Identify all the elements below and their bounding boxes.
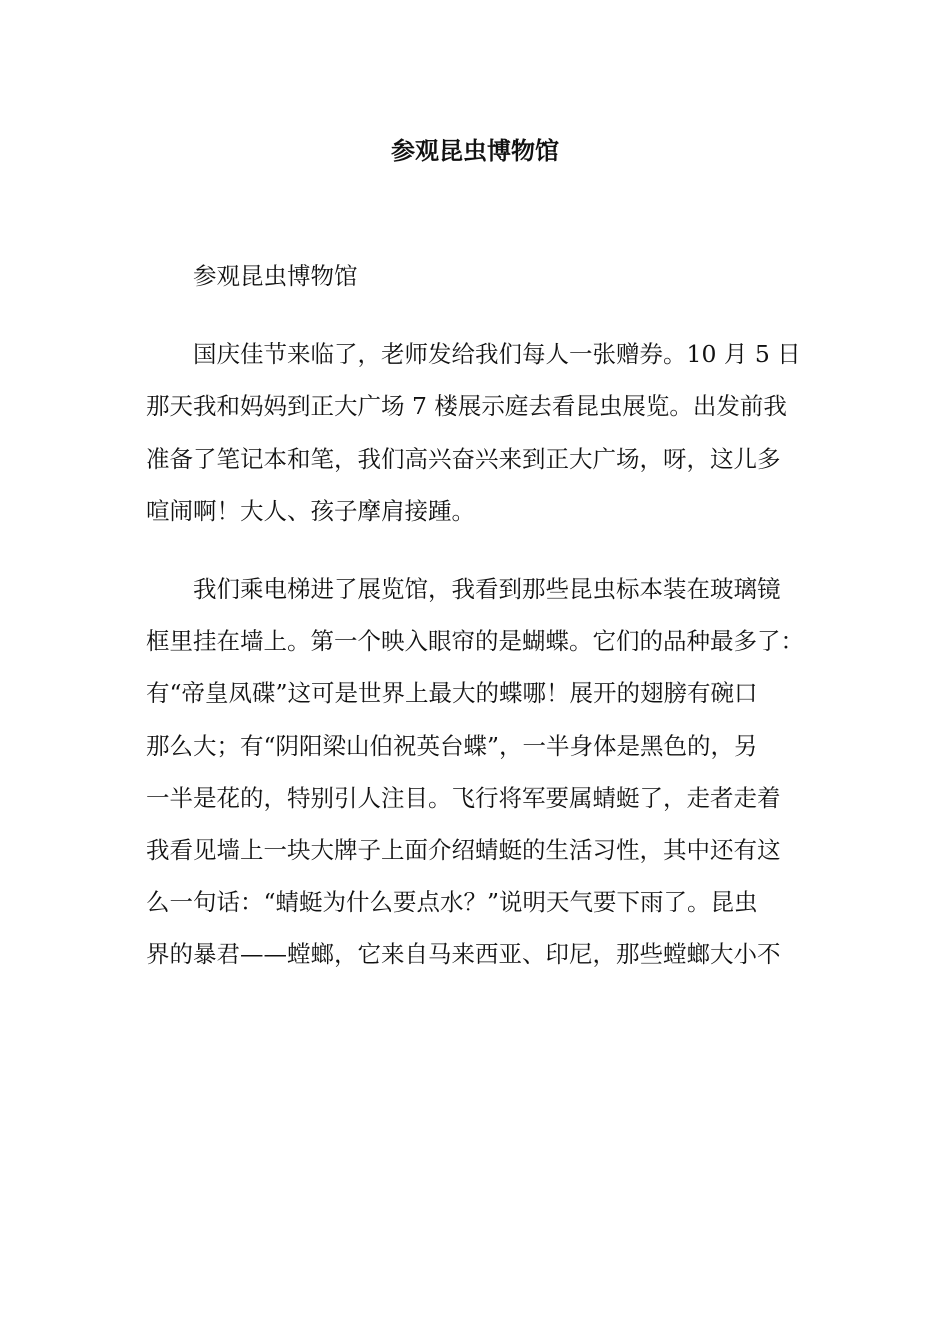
paragraph-2-line-4: 那么大；有“阴阳梁山伯祝英台蝶”，一半身体是黑色的，另 xyxy=(146,731,758,760)
paragraph-2-line-3: 有“帝皇凤碟”这可是世界上最大的蝶哪！展开的翅膀有碗口 xyxy=(146,679,758,708)
paragraph-1-line-2: 那天我和妈妈到正大广场 7 楼展示庭去看昆虫展览。出发前我 xyxy=(146,392,787,421)
paragraph-2 xyxy=(146,563,822,981)
paragraph-2-line-7: 么一句话：“蜻蜓为什么要点水？”说明天气要下雨了。昆虫 xyxy=(146,888,758,917)
document-title: 参观昆虫博物馆 xyxy=(391,136,559,165)
paragraph-1-line-4: 喧闹啊！大人、孩子摩肩接踵。 xyxy=(146,496,475,525)
paragraph-2-line-2: 框里挂在墙上。第一个映入眼帘的是蝴蝶。它们的品种最多了： xyxy=(146,627,804,656)
paragraph-2-line-6: 我看见墙上一块大牌子上面介绍蜻蜓的生活习性，其中还有这 xyxy=(146,836,781,865)
document-body xyxy=(146,250,822,981)
paragraph-2-line-8: 界的暴君——螳螂，它来自马来西亚、印尼，那些螳螂大小不 xyxy=(146,940,781,969)
paragraph-2-line-1: 我们乘电梯进了展览馆，我看到那些昆虫标本装在玻璃镜 xyxy=(193,575,781,604)
paragraph-1-line-1: 国庆佳节来临了，老师发给我们每人一张赠券。10 月 5 日 xyxy=(193,340,801,369)
paragraph-2-line-5: 一半是花的，特别引人注目。飞行将军要属蜻蜓了，走者走着 xyxy=(146,783,781,812)
subheading xyxy=(146,250,822,302)
subheading-text: 参观昆虫博物馆 xyxy=(193,262,358,290)
paragraph-1-line-3: 准备了笔记本和笔，我们高兴奋兴来到正大广场，呀，这儿多 xyxy=(146,444,781,473)
paragraph-1 xyxy=(146,328,822,537)
